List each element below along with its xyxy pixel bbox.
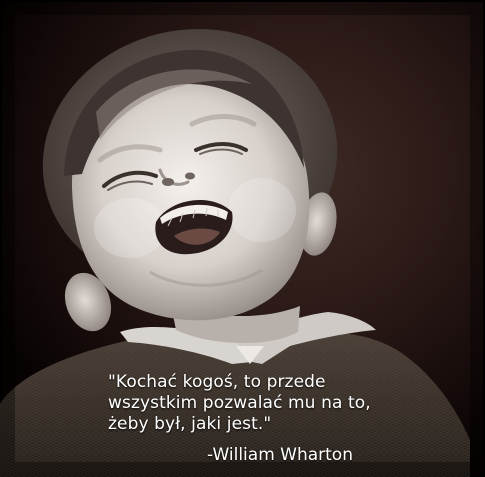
quote-line: wszystkim pozwalać mu na to, — [108, 393, 371, 413]
quote-text — [108, 372, 408, 435]
quote-author: -William Wharton — [207, 445, 353, 465]
quote-line: żeby był, jaki jest." — [108, 414, 272, 434]
quote-line: "Kochać kogoś, to przede — [108, 372, 326, 392]
